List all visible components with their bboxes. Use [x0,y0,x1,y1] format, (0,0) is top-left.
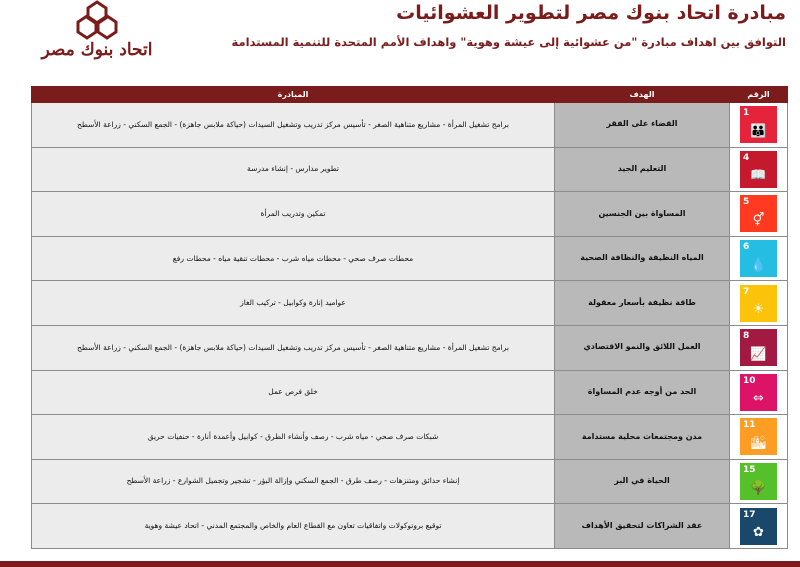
table-row [32,103,788,148]
sdg-cell [730,325,788,370]
water-icon [740,240,777,277]
cities-icon [740,418,777,455]
sdg-number: 4 [743,152,750,163]
sdg-number: 10 [743,375,756,386]
initiative-cell: برامج تشغيل المرأة - مشاريع متناهية الصغر - تأسيس مركز تدريب وتشغيل السيدات (حياكة ملابس جاهزة) - الجمع السكني - زراعة الأسطح [32,325,555,370]
table-row [32,325,788,370]
sdg-cell [730,236,788,281]
table-header-row [32,87,788,103]
sdg-number: 1 [743,108,750,119]
poverty-icon [740,106,777,143]
sdg-cell [730,459,788,504]
sdg-glyph: ⚥ [752,212,765,228]
header-goal: الهدف [555,87,730,103]
sdg-number: 17 [743,509,756,520]
goal-cell: الحد من أوجه عدم المساواة [555,370,730,415]
header-num: الرقم [730,87,788,103]
footer-bar [0,561,800,567]
goal-cell: المساواة بين الجنسين [555,192,730,237]
sdg-number: 11 [743,420,756,431]
life-on-land-icon [740,463,777,500]
page-subtitle: التوافق بين اهداف مبادرة "من عشوائية إلى عيشة وهوية" واهداف الأمم المتحدة للتنمية المستدامة [231,35,786,49]
sdg-cell [730,192,788,237]
goal-cell: المياه النظيفة والنظافة الصحية [555,236,730,281]
initiative-cell: تمكين وتدريب المرأة [32,192,555,237]
economic-growth-icon [740,329,777,366]
sdg-cell [730,370,788,415]
goal-cell: العمل اللائق والنمو الاقتصادي [555,325,730,370]
goal-cell: عقد الشراكات لتحقيق الأهداف [555,504,730,549]
sdg-glyph: 🏙 [750,435,767,451]
sdg-glyph: ✿ [753,525,764,541]
table-row [32,459,788,504]
page-header [0,0,800,82]
sdg-number: 6 [743,242,750,253]
education-icon [740,151,777,188]
initiative-cell: تطوير مدارس - إنشاء مدرسة [32,147,555,192]
sdg-glyph: 📖 [750,168,767,184]
partnerships-icon [740,508,777,545]
sdg-number: 8 [743,331,750,342]
sdg-alignment-table [31,86,788,549]
goal-cell: التعليم الجيد [555,147,730,192]
goal-cell: القضاء على الفقر [555,103,730,148]
goal-cell: الحياة في البر [555,459,730,504]
sdg-cell [730,504,788,549]
table-row [32,236,788,281]
header-initiative: المبادرة [32,87,555,103]
logo-text: اتحاد بنوك مصر [41,40,153,60]
sdg-number: 15 [743,465,756,476]
sdg-cell [730,103,788,148]
table-row [32,504,788,549]
logo-mark-icon [68,0,126,40]
sdg-glyph: 👪 [750,123,767,139]
sdg-number: 7 [743,286,750,297]
gender-equality-icon [740,195,777,232]
table-row [32,147,788,192]
table-row [32,415,788,460]
table-row [32,192,788,237]
sdg-cell [730,281,788,326]
sdg-glyph: 🌳 [750,480,767,496]
goal-cell: طاقة نظيفة بأسعار معقولة [555,281,730,326]
initiative-cell: شبكات صرف صحي - مياه شرب - رصف وأنشاء الطرق - كوابيل وأعمدة أنارة - حنفيات حريق [32,415,555,460]
initiative-cell: برامج تشغيل المرأة - مشاريع متناهية الصغر - تأسيس مركز تدريب وتشغيل السيدات (حياكة ملابس جاهزة) - الجمع السكني - زراعة الأسطح [32,103,555,148]
sdg-glyph: 💧 [750,257,767,273]
sdg-cell [730,147,788,192]
sdg-number: 5 [743,197,750,208]
page-title: مبادرة اتحاد بنوك مصر لتطوير العشوائيات [396,2,786,24]
sdg-glyph: ☀ [752,302,765,318]
table-row [32,370,788,415]
table-row [32,281,788,326]
initiative-cell: توقيع بروتوكولات واتفاقيات تعاون مع القطاع العام والخاص والمجتمع المدني - اتحاد عيشة وهوية [32,504,555,549]
logo [32,0,162,72]
initiative-cell: محطات صرف صحي - محطات مياه شرب - محطات تنقية مياه - محطات رفع [32,236,555,281]
initiative-cell: عواميد إنارة وكوابيل - تركيب الغاز [32,281,555,326]
sdg-glyph: 📈 [750,346,767,362]
sdg-glyph: ⇔ [753,391,764,407]
initiative-cell: إنشاء حدائق ومتنزهات - رصف طرق - الجمع السكني وإزالة البؤر - تشجير وتجميل الشوارع - زراعة الأسطح [32,459,555,504]
inequality-icon [740,374,777,411]
energy-icon [740,285,777,322]
initiative-cell: خلق فرص عمل [32,370,555,415]
sdg-cell [730,415,788,460]
goal-cell: مدن ومجتمعات محلية مستدامة [555,415,730,460]
